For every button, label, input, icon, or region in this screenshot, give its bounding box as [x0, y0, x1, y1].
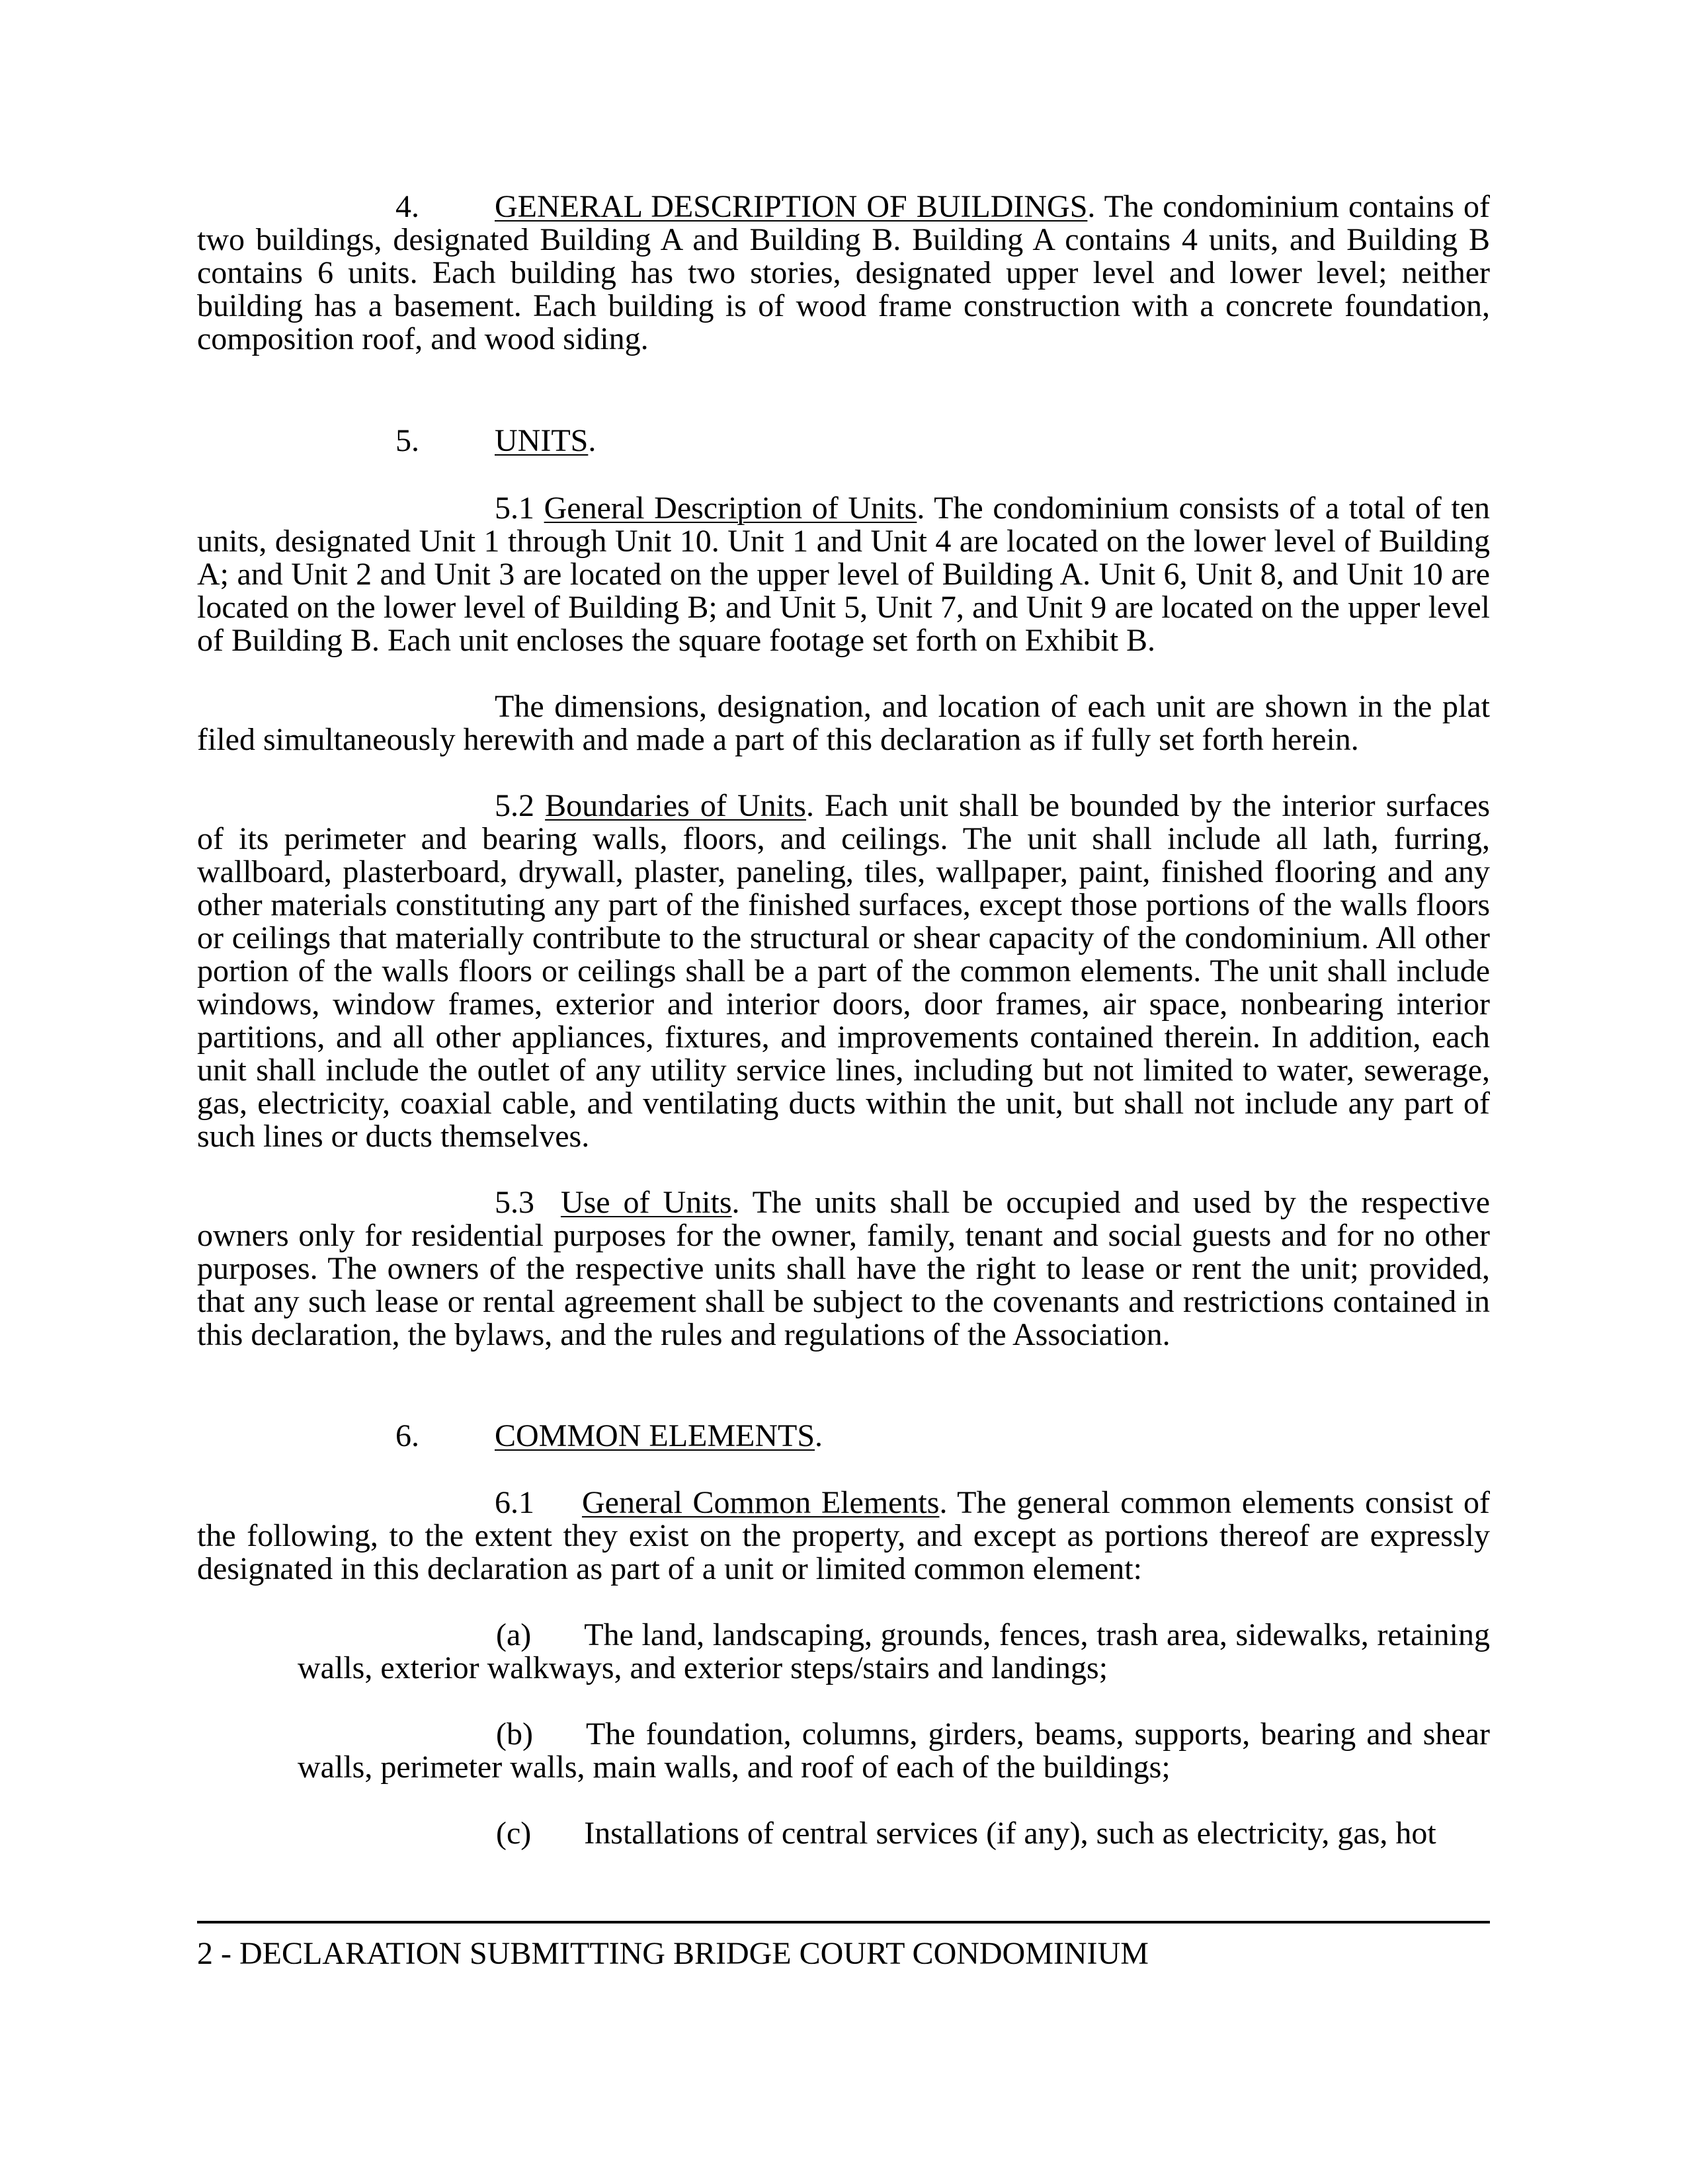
section-4-text: . The condominium contains of two buildings, designated Building A and Building B. Building A contains 4 units, and Building B contains 6 units. Each building has two stories, designated upper level and lower level; neither building has a basement. Each building is of wood frame construction with a concrete foundation, composition roof, and wood siding.: [197, 189, 1490, 356]
page-footer: 2 - DECLARATION SUBMITTING BRIDGE COURT CONDOMINIUM: [197, 1936, 1149, 1971]
section-5-number: 5.: [395, 423, 419, 458]
section-5-1-number: 5.1: [495, 491, 534, 526]
section-5-3-paragraph: 5.3 Use of Units. The units shall be occupied and used by the respective owners only for residential purposes for the owner, family, tenant and social guests and for no other purposes. The owners of the respective units shall have the right to lease or rent the unit; provided, that any such lease or rental agreement shall be subject to the covenants and restrictions contained in this declaration, the bylaws, and the rules and regulations of the Association.: [197, 1185, 1491, 1352]
section-4-number: 4.: [395, 189, 419, 224]
item-c-text: Installations of central services (if any), such as electricity, gas, hot: [584, 1816, 1436, 1851]
section-5-3-number: 5.3: [495, 1185, 534, 1220]
section-5-body: [197, 492, 1490, 1352]
section-6-body: [197, 1486, 1490, 1850]
section-4: [197, 190, 1490, 356]
section-6-1-title: General Common Elements: [582, 1485, 940, 1520]
section-5-heading: UNITS.: [495, 423, 597, 458]
section-5-3-title: Use of Units: [560, 1185, 732, 1220]
section-5-1-paragraph: 5.1 General Description of Units. The condominium consists of a total of ten units, designated Unit 1 through Unit 10. Unit 1 and Unit 4 are located on the lower level of Building A; and Unit 2 and Unit 3 are located on the upper level of Building A. Unit 6, Unit 8, and Unit 10 are located on the lower level of Building B; and Unit 5, Unit 7, and Unit 9 are located on the upper level of Building B. Each unit encloses the square footage set forth on Exhibit B.: [197, 491, 1490, 658]
item-c-label: (c): [496, 1816, 532, 1851]
section-6-number: 6.: [395, 1418, 419, 1453]
list-item: [197, 1817, 1490, 1850]
footer-rule: [197, 1921, 1490, 1923]
section-4-paragraph: [197, 190, 1490, 356]
section-5-1-plat-paragraph: The dimensions, designation, and location of each unit are shown in the plat filed simultaneously herewith and made a part of this declaration as if fully set forth herein.: [197, 689, 1490, 757]
section-6-title: COMMON ELEMENTS: [495, 1418, 815, 1453]
section-5-2-paragraph: 5.2 Boundaries of Units. Each unit shall be bounded by the interior surfaces of its perimeter and bearing walls, floors, and ceilings. The unit shall include all lath, furring, wallboard, plasterboard, drywall, plaster, paneling, tiles, wallpaper, paint, finished flooring and any other materials constituting any part of the finished surfaces, except those portions of the walls floors or ceilings that materially contribute to the structural or shear capacity of the condominium. All other portion of the walls floors or ceilings shall be a part of the common elements. The unit shall include windows, window frames, exterior and interior doors, door frames, air space, nonbearing interior partitions, and all other appliances, fixtures, and improvements contained therein. In addition, each unit shall include the outlet of any utility service lines, including but not limited to water, sewerage, gas, electricity, coaxial cable, and ventilating ducts within the unit, but shall not include any part of such lines or ducts themselves.: [197, 788, 1491, 1154]
list-item: [197, 1718, 1490, 1784]
section-6-heading: COMMON ELEMENTS.: [495, 1418, 823, 1453]
section-6-1-number: 6.1: [495, 1485, 534, 1520]
section-6-1-paragraph: 6.1 General Common Elements. The general common elements consist of the following, to the extent they exist on the property, and except as portions thereof are expressly designated in this declaration as part of a unit or limited common element:: [197, 1485, 1491, 1586]
item-a-label: (a): [496, 1617, 532, 1652]
section-5-1-title: General Description of Units: [544, 491, 917, 526]
item-b-text: The foundation, columns, girders, beams, supports, bearing and shear walls, perimeter walls, main walls, and roof of each of the buildings;: [298, 1717, 1490, 1785]
section-5-2-title: Boundaries of Units: [545, 788, 806, 823]
item-b-label: (b): [496, 1717, 533, 1752]
section-4-title: GENERAL DESCRIPTION OF BUILDINGS: [495, 189, 1088, 224]
section-5-title: UNITS: [495, 423, 589, 458]
list-item: [197, 1619, 1490, 1685]
item-a-text: The land, landscaping, grounds, fences, trash area, sidewalks, retaining walls, exterior walkways, and exterior steps/stairs and landings;: [298, 1617, 1490, 1685]
section-5-2-number: 5.2: [495, 788, 534, 823]
